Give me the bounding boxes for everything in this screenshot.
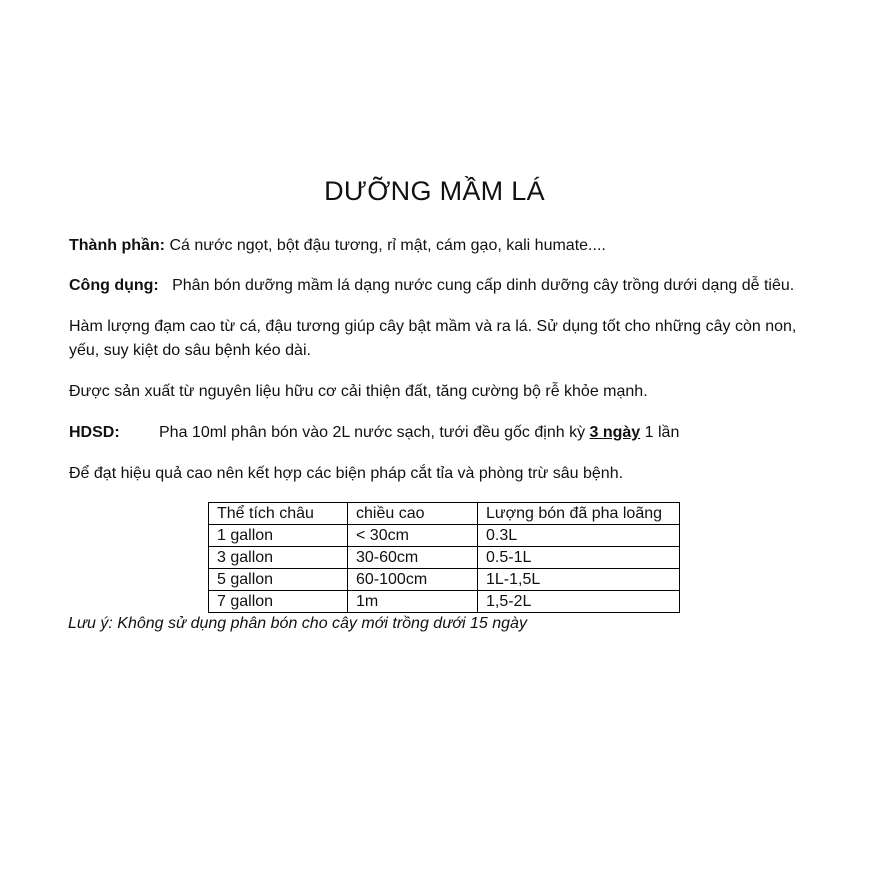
table-header-row <box>209 503 680 525</box>
usage-line <box>69 274 814 298</box>
composition-label: Thành phần: <box>69 237 165 254</box>
table-cell: 0.3L <box>478 525 680 547</box>
usage-label: Công dụng: <box>69 277 159 294</box>
combine-paragraph: Để đạt hiệu quả cao nên kết hợp các biện pháp cắt tỉa và phòng trừ sâu bệnh. <box>69 465 624 482</box>
table-row <box>209 569 680 591</box>
hdsd-line <box>69 421 814 445</box>
table-header-cell: Lượng bón đã pha loãng <box>478 503 680 525</box>
table-row <box>209 547 680 569</box>
dosage-table <box>208 502 680 613</box>
hdsd-text-end: 1 lần <box>640 424 680 441</box>
page-title: DƯỠNG MẦM LÁ <box>324 176 545 206</box>
table-cell: 1m <box>348 591 478 613</box>
hdsd-label: HDSD: <box>69 424 120 441</box>
table-cell: 3 gallon <box>209 547 348 569</box>
table-header-cell: Thể tích châu <box>209 503 348 525</box>
composition-line <box>69 234 814 258</box>
table-cell: 5 gallon <box>209 569 348 591</box>
hdsd-text: Pha 10ml phân bón vào 2L nước sạch, tưới đều gốc định kỳ <box>159 424 590 441</box>
table-row <box>209 525 680 547</box>
usage-note: Lưu ý: Không sử dụng phân bón cho cây mới trồng dưới 15 ngày <box>68 615 527 632</box>
usage-text: Phân bón dưỡng mầm lá dạng nước cung cấp dinh dưỡng cây trồng dưới dạng dễ tiêu. <box>172 277 795 294</box>
table-cell: 0.5-1L <box>478 547 680 569</box>
table-row <box>209 591 680 613</box>
table-cell: 7 gallon <box>209 591 348 613</box>
protein-paragraph: Hàm lượng đạm cao từ cá, đậu tương giúp cây bật mầm và ra lá. Sử dụng tốt cho những cây còn non, yếu, suy kiệt do sâu bệnh kéo dài. <box>69 318 797 359</box>
table-cell: 1 gallon <box>209 525 348 547</box>
table-cell: 60-100cm <box>348 569 478 591</box>
table-cell: 30-60cm <box>348 547 478 569</box>
table-cell: < 30cm <box>348 525 478 547</box>
organic-paragraph: Được sản xuất từ nguyên liệu hữu cơ cải thiện đất, tăng cường bộ rễ khỏe mạnh. <box>69 383 648 400</box>
hdsd-frequency: 3 ngày <box>589 424 641 441</box>
table-cell: 1L-1,5L <box>478 569 680 591</box>
composition-text: Cá nước ngọt, bột đậu tương, rỉ mật, cám gạo, kali humate.... <box>169 237 606 254</box>
table-header-cell: chiều cao <box>348 503 478 525</box>
table-cell: 1,5-2L <box>478 591 680 613</box>
